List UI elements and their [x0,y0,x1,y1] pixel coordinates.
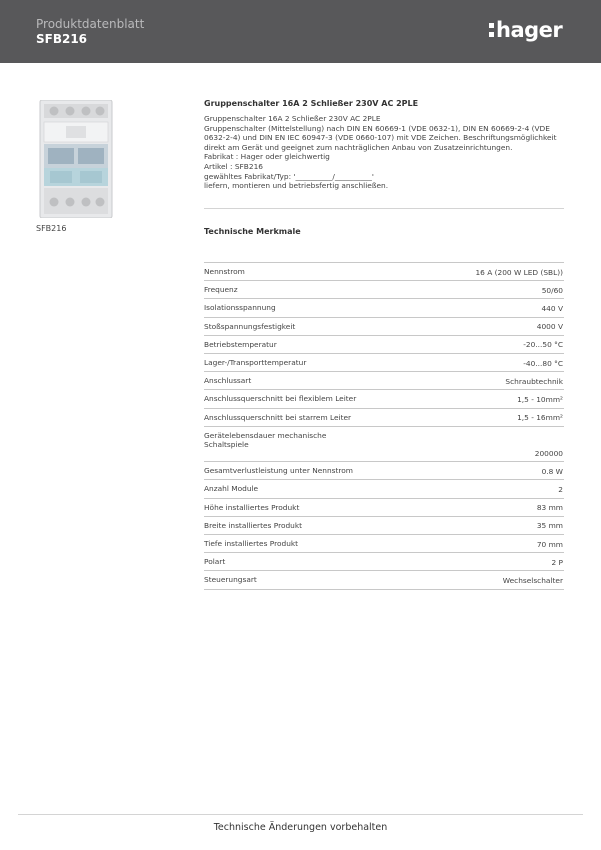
table-row [204,499,564,517]
spec-label: Breite installiertes Produkt [204,520,303,530]
table-row [204,480,564,498]
product-title: Gruppenschalter 16A 2 Schließer 230V AC 2PLE [204,99,419,108]
section-divider [204,208,564,209]
spec-label-line2: Schaltspiele [204,440,249,450]
spec-value: 16 A (200 W LED (SBL)) [475,267,563,277]
description-line: liefern, montieren und betriebsfertig anschließen. [204,181,389,191]
logo-text: hager [496,18,563,42]
spec-value: 83 mm [536,503,563,513]
spec-label: Anschlussquerschnitt bei flexiblem Leiter [204,394,357,404]
page-header [0,0,601,63]
description-line: Artikel : SFB216 [204,161,263,171]
spec-label: Frequenz [204,285,238,295]
table-row [204,299,564,317]
table-row [204,553,564,571]
spec-value: -20...50 °C [523,340,563,350]
document-type-label: Produktdatenblatt [36,17,145,31]
table-row [204,517,564,535]
spec-value: -40...80 °C [523,358,563,368]
spec-label: Gerätelebensdauer mechanische [204,430,327,440]
spec-value: 1,5 - 16mm² [517,413,563,423]
spec-label: Steuerungsart [204,575,257,585]
spec-label: Anzahl Module [204,484,259,494]
hager-logo [489,17,569,43]
spec-label: Anschlussart [204,376,252,386]
spec-label: Anschlussquerschnitt bei starrem Leiter [204,412,352,422]
spec-value: 200000 [534,448,563,458]
product-description-section [204,99,564,191]
table-row [204,336,564,354]
table-row [204,571,564,589]
spec-value: Wechselschalter [502,576,563,585]
tech-section-title: Technische Merkmale [204,227,301,236]
description-line: Fabrikat : Hager oder gleichwertig [204,152,330,162]
spec-label: Gesamtverlustleistung unter Nennstrom [204,466,353,476]
table-row [204,354,564,372]
spec-value: 440 V [541,303,563,313]
tech-specs-table [204,262,564,590]
table-row [204,281,564,299]
product-image-caption: SFB216 [36,224,67,233]
spec-label: Isolationsspannung [204,303,276,313]
footer-note: Technische Änderungen vorbehalten [213,822,388,833]
footer-divider [18,814,583,815]
table-row [204,318,564,336]
description-line: direkt am Gerät und geeignet zum nachträglichen Anbau von Zusatzeinrichtungen. [204,142,513,152]
spec-label: Höhe installiertes Produkt [204,502,300,512]
table-row [204,263,564,281]
spec-value: 70 mm [536,539,563,549]
spec-value: Schraubtechnik [505,376,563,386]
description-line: Gruppenschalter (Mittelstellung) nach DIN EN 60669-1 (VDE 0632-1), DIN EN 60669-2-4 (VDE [204,123,550,133]
table-row [204,390,564,408]
spec-value: 0.8 W [541,466,563,476]
spec-value: 50/60 [541,285,563,295]
table-row [204,462,564,480]
spec-label: Nennstrom [204,267,245,276]
table-row [204,427,564,463]
spec-label: Polart [204,557,226,567]
spec-label: Tiefe installiertes Produkt [204,539,299,549]
spec-value: 2 [558,485,563,495]
product-image [36,100,116,218]
description-line: Gruppenschalter 16A 2 Schließer 230V AC 2PLE [204,114,381,123]
description-line: 0632-2-4) und DIN EN IEC 60947-3 (VDE 0660-107) mit VDE Zeichen. Beschriftungsmöglichkeit [204,133,557,143]
spec-value: 2 P [551,557,563,567]
spec-label: Lager-/Transporttemperatur [204,357,307,367]
description-line: gewähltes Fabrikat/Typ: '__________/__________' [204,171,374,181]
spec-value: 35 mm [536,521,563,531]
product-code: SFB216 [36,32,88,46]
table-row [204,372,564,390]
table-row [204,409,564,427]
table-row [204,535,564,553]
logo-colon-icon [489,19,495,39]
spec-label: Betriebstemperatur [204,339,277,349]
spec-value: 1,5 - 10mm² [517,394,563,404]
product-description [204,114,564,191]
spec-label: Stoßspannungsfestigkeit [204,321,296,331]
spec-value: 4000 V [536,322,563,332]
